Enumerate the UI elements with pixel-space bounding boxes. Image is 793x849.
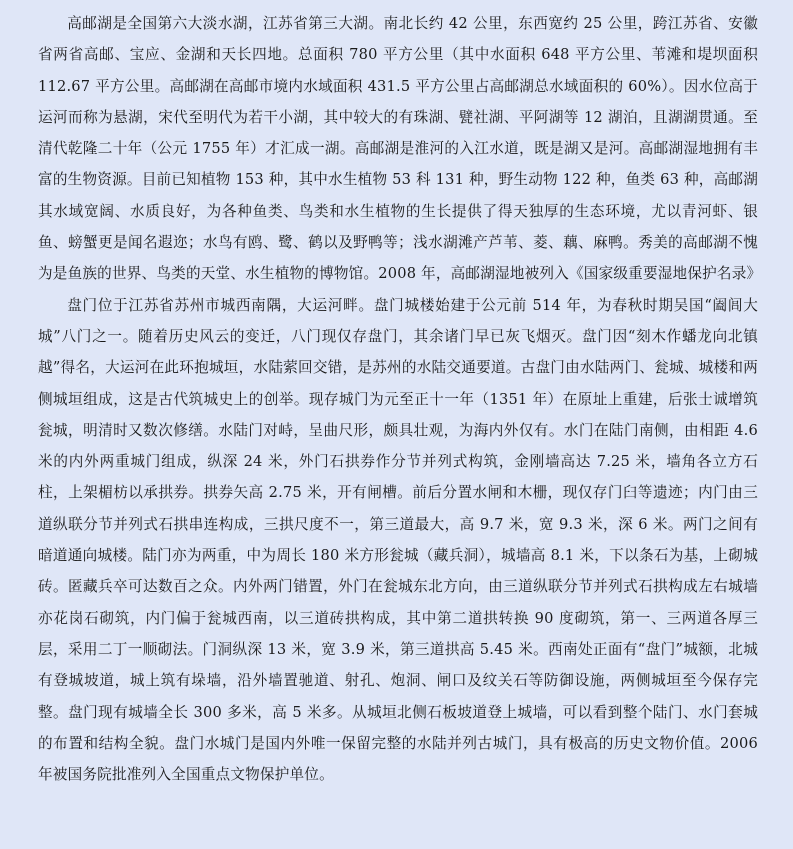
- paragraph-gaoyou-lake: 高邮湖是全国第六大淡水湖，江苏省第三大湖。南北长约 42 公里，东西宽约 25 公里，跨江苏省、安徽省两省高邮、宝应、金湖和天长四地。总面积 780 平方公里（其中水面积 648 平方公里、苇滩和堤坝面积 112.67 平方公里。高邮湖在高邮市境内水域面积 431.5 平方公里占高邮湖总水域面积的 60%）。因水位高于运河而称为悬湖，宋代至明代为若干小湖，其中较大的有珠湖、甓社湖、平阿湖等 12 湖泊，且湖湖贯通。至清代乾隆二十年（公元 1755 年）才汇成一湖。高邮湖是淮河的入江水道，既是湖又是河。高邮湖湿地拥有丰富的生物资源。目前已知植物 153 种，其中水生植物 53 科 131 种，野生动物 122 种，鱼类 63 种，高邮湖其水域宽阔、水质良好，为各种鱼类、鸟类和水生植物的生长提供了得天独厚的生态环境，尤以青河虾、银鱼、螃蟹更是闻名遐迩；水鸟有鸥、鹭、鹤以及野鸭等；浅水湖滩产芦苇、菱、藕、麻鸭。秀美的高邮湖不愧为是鱼族的世界、鸟类的天堂、水生植物的博物馆。2008 年，高邮湖湿地被列入《国家级重要湿地保护名录》: [38, 15, 762, 283]
- paragraph-panmen-gate: 盘门位于江苏省苏州市城西南隅，大运河畔。盘门城楼始建于公元前 514 年，为春秋时期吴国“阖闾大城”八门之一。随着历史风云的变迁，八门现仅存盘门，其余诸门早已灰飞烟灭。盘门因“刻木作蟠龙向北镇越”得名，大运河在此环抱城垣，水陆萦回交错，是苏州的水陆交通要道。古盘门由水陆两门、瓮城、城楼和两侧城垣组成，这是古代筑城史上的创举。现存城门为元至正十一年（1351 年）在原址上重建，后张士诚增筑瓮城，明清时又数次修缮。水陆门对峙，呈曲尺形，颇具壮观，为海内外仅有。水门在陆门南侧，由相距 4.6 米的内外两重城门组成，纵深 24 米，外门石拱券作分节并列式构筑，金刚墙高达 7.25 米，墙角各立方石柱，上架楣枋以承拱券。拱券矢高 2.75 米，开有闸槽。前后分置水闸和木栅，现仅存门臼等遗迹；内门由三道纵联分节并列式石拱串连构成，三拱尺度不一，第三道最大，高 9.7 米，宽 9.3 米，深 6 米。两门之间有暗道通向城楼。陆门亦为两重，中为周长 180 米方形瓮城（藏兵洞），城墙高 8.1 米，下以条石为基，上砌城砖。匿藏兵卒可达数百之众。内外两门错置，外门在瓮城东北方向，由三道纵联分节并列式石拱构成左右城墙亦花岗石砌筑，内门偏于瓮城西南，以三道砖拱构成，其中第二道拱转换 90 度砌筑，第一、三两道各厚三层，采用二丁一顺砌法。门洞纵深 13 米，宽 3.9 米，第三道拱高 5.45 米。西南处正面有“盘门”城额，北城有登城坡道，城上筑有垛墙，沿外墙置驰道、射孔、炮洞、闸口及纹关石等防御设施，两侧城垣至今保存完整。盘门现有城墙全长 300 多米，高 5 米多。从城垣北侧石板坡道登上城墙，可以看到整个陆门、水门套城的布置和结构全貌。盘门水城门是国内外唯一保留完整的水陆并列古城门，具有极高的历史文物价值。2006 年被国务院批准列入全国重点文物保护单位。: [38, 296, 758, 784]
- document-body: [38, 8, 762, 790]
